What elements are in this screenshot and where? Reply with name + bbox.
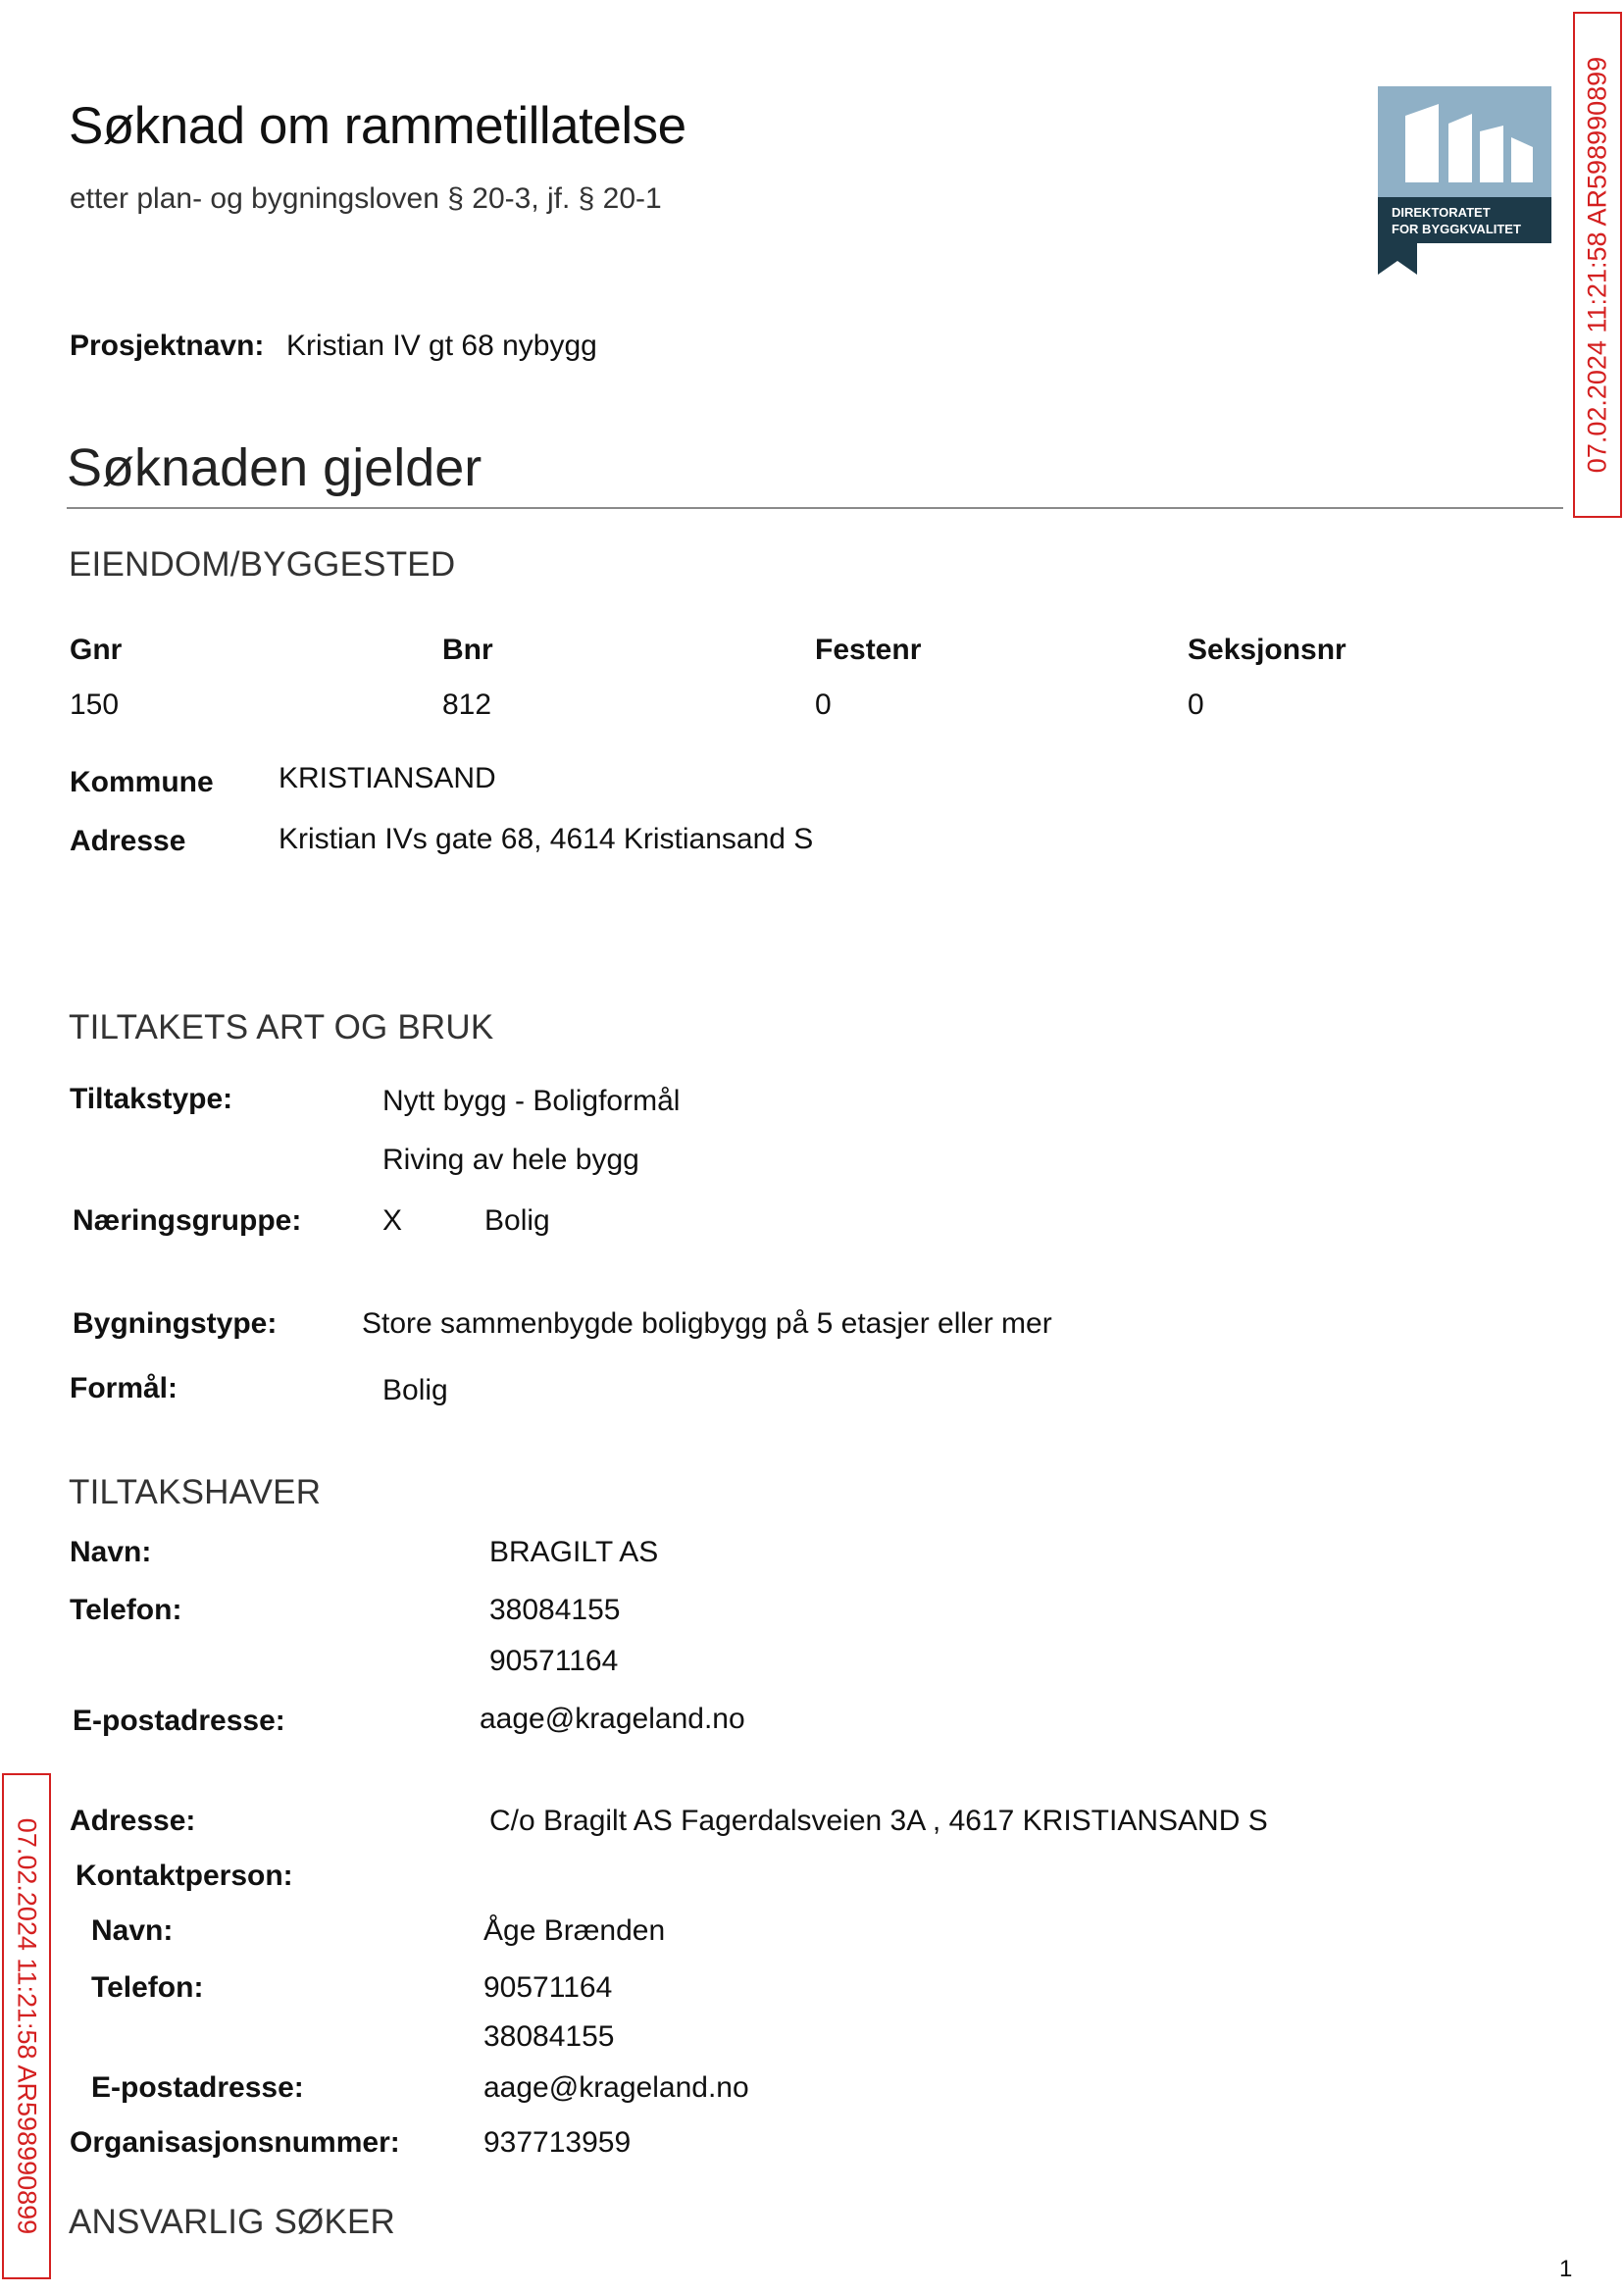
kontakt-telefon-value: 38084155 [483, 2020, 615, 2053]
adresse-value: Kristian IVs gate 68, 4614 Kristiansand S [279, 823, 814, 855]
kontakt-telefon-value: 90571164 [483, 1971, 613, 2004]
formaal-label: Formål: [70, 1372, 178, 1404]
orgnr-value: 937713959 [483, 2126, 632, 2159]
bnr-value: 812 [442, 688, 492, 721]
gnr-value: 150 [70, 688, 120, 721]
gnr-label: Gnr [70, 634, 123, 666]
tiltak-heading: TILTAKETS ART OG BRUK [69, 1008, 494, 1046]
section-heading: Søknaden gjelder [67, 438, 482, 497]
adresse-label: Adresse [70, 825, 186, 857]
tiltakshaver-telefon-label: Telefon: [70, 1594, 182, 1626]
bygningstype-value: Store sammenbygde boligbygg på 5 etasjer eller mer [362, 1307, 1052, 1340]
kontakt-epost-value: aage@krageland.no [483, 2071, 749, 2104]
tiltakshaver-adresse-label: Adresse: [70, 1805, 196, 1837]
property-heading: EIENDOM/BYGGESTED [69, 545, 456, 584]
kontakt-telefon-label: Telefon: [91, 1971, 204, 2004]
logo-text-line2: FOR BYGGKVALITET [1392, 222, 1521, 236]
tiltakstype-value: Riving av hele bygg [382, 1144, 639, 1176]
naeringsgruppe-label: Næringsgruppe: [73, 1204, 302, 1237]
tiltakstype-label: Tiltakstype: [70, 1083, 233, 1115]
tiltakshaver-navn-value: BRAGILT AS [489, 1536, 659, 1568]
naeringsgruppe-code: X [382, 1204, 403, 1237]
kontakt-navn-label: Navn: [91, 1914, 174, 1947]
tiltakshaver-heading: TILTAKSHAVER [69, 1473, 322, 1511]
document-subtitle: etter plan- og bygningsloven § 20-3, jf. § 20-1 [70, 182, 662, 215]
page-number: 1 [1559, 2256, 1573, 2282]
tiltakshaver-epost-value: aage@krageland.no [480, 1703, 745, 1735]
project-name-label: Prosjektnavn: [70, 330, 265, 362]
kontakt-navn-value: Åge Brænden [483, 1914, 666, 1947]
bygningstype-label: Bygningstype: [73, 1307, 278, 1340]
section-divider [67, 507, 1563, 509]
dibk-logo [1378, 86, 1551, 275]
kontakt-epost-label: E-postadresse: [91, 2071, 304, 2104]
orgnr-label: Organisasjonsnummer: [70, 2126, 400, 2159]
kommune-label: Kommune [70, 766, 214, 798]
stamp-text: 07.02.2024 11:21:58 AR598990899 [1582, 56, 1612, 474]
archive-stamp-right [1573, 12, 1622, 518]
tiltakshaver-adresse-value: C/o Bragilt AS Fagerdalsveien 3A , 4617 KRISTIANSAND S [489, 1805, 1268, 1837]
logo-text-line1: DIREKTORATET [1392, 205, 1491, 220]
naeringsgruppe-value: Bolig [484, 1204, 550, 1237]
festenr-value: 0 [815, 688, 832, 721]
archive-stamp-left [2, 1773, 51, 2279]
bnr-label: Bnr [442, 634, 493, 666]
formaal-value: Bolig [382, 1374, 448, 1406]
stamp-text: 07.02.2024 11:21:58 AR598990899 [12, 1817, 42, 2235]
seksjonsnr-value: 0 [1188, 688, 1204, 721]
seksjonsnr-label: Seksjonsnr [1188, 634, 1346, 666]
tiltakshaver-navn-label: Navn: [70, 1536, 152, 1568]
kommune-value: KRISTIANSAND [279, 762, 496, 794]
festenr-label: Festenr [815, 634, 922, 666]
ansvarlig-heading: ANSVARLIG SØKER [69, 2203, 396, 2241]
tiltakshaver-telefon-value: 38084155 [489, 1594, 621, 1626]
tiltakshaver-epost-label: E-postadresse: [73, 1705, 285, 1737]
project-name-value: Kristian IV gt 68 nybygg [286, 330, 597, 362]
tiltakstype-value: Nytt bygg - Boligformål [382, 1085, 681, 1117]
kontaktperson-label: Kontaktperson: [76, 1860, 293, 1892]
dibk-logo-graphic [1378, 86, 1551, 275]
tiltakshaver-telefon-value: 90571164 [489, 1645, 619, 1677]
document-title: Søknad om rammetillatelse [69, 97, 686, 155]
